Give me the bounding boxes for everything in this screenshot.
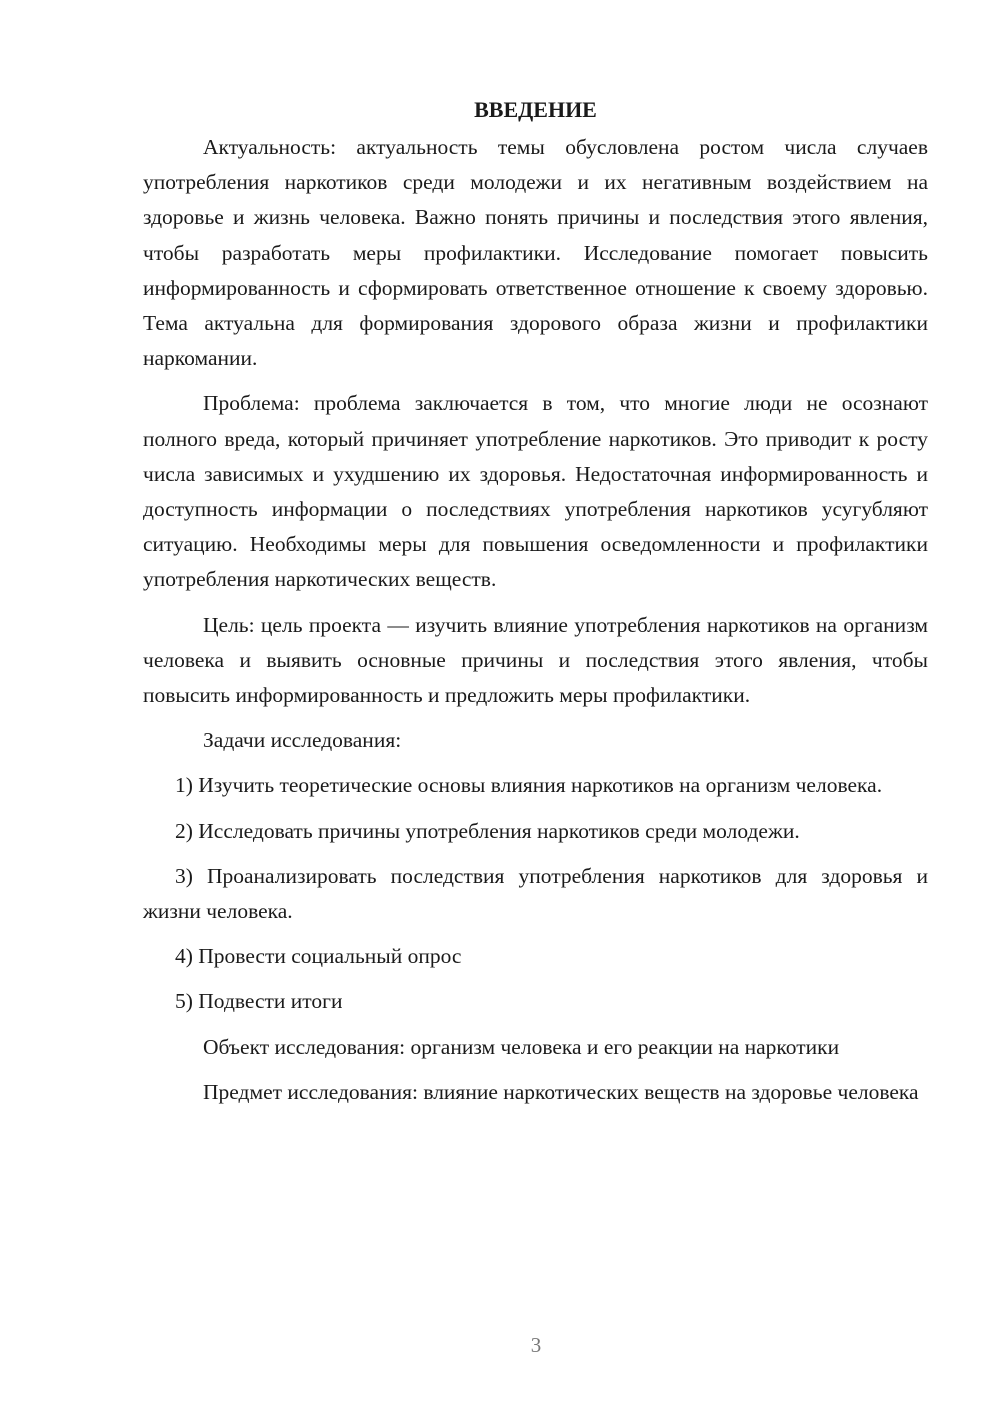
section-title: ВВЕДЕНИЕ [474,97,597,122]
task-item-1: 1) Изучить теоретические основы влияния наркотиков на организм человека. [175,773,883,798]
task-item-4: 4) Провести социальный опрос [175,944,462,969]
tasks-heading: Задачи исследования: [203,728,402,753]
task-item-5: 5) Подвести итоги [175,989,343,1014]
task-item-2: 2) Исследовать причины употребления наркотиков среди молодежи. [175,818,800,843]
document-page [143,92,928,1120]
task-item-3: 3) Проанализировать последствия употребления наркотиков для здоровья и жизни человека. [143,863,928,924]
relevance-paragraph: Актуальность: актуальность темы обусловлена ростом числа случаев употребления наркотиков среди молодежи и их негативным воздействием на здоровье и жизнь человека. Важно понять причины и последствия этого явления, чтобы разработать меры профилактики. Исследование помогает повысить информированность и сформировать ответственное отношение к своему здоровью. Тема актуальна для формирования здорового образа жизни и профилактики наркомании. [143,135,928,371]
object-paragraph: Объект исследования: организм человека и его реакции на наркотики [203,1034,840,1059]
subject-paragraph: Предмет исследования: влияние наркотических веществ на здоровье человека [203,1079,919,1104]
page-number: 3 [530,1333,542,1357]
goal-paragraph: Цель: цель проекта — изучить влияние употребления наркотиков на организм человека и выявить основные причины и последствия этого явления, чтобы повысить информированность и предложить меры профилактики. [143,612,928,708]
problem-paragraph: Проблема: проблема заключается в том, что многие люди не осознают полного вреда, который причиняет употребление наркотиков. Это приводит к росту числа зависимых и ухудшению их здоровья. Недостаточная информированность и доступность информации о последствиях употребления наркотиков усугубляют ситуацию. Необходимы меры для повышения осведомленности и профилактики употребления наркотических веществ. [143,391,928,592]
